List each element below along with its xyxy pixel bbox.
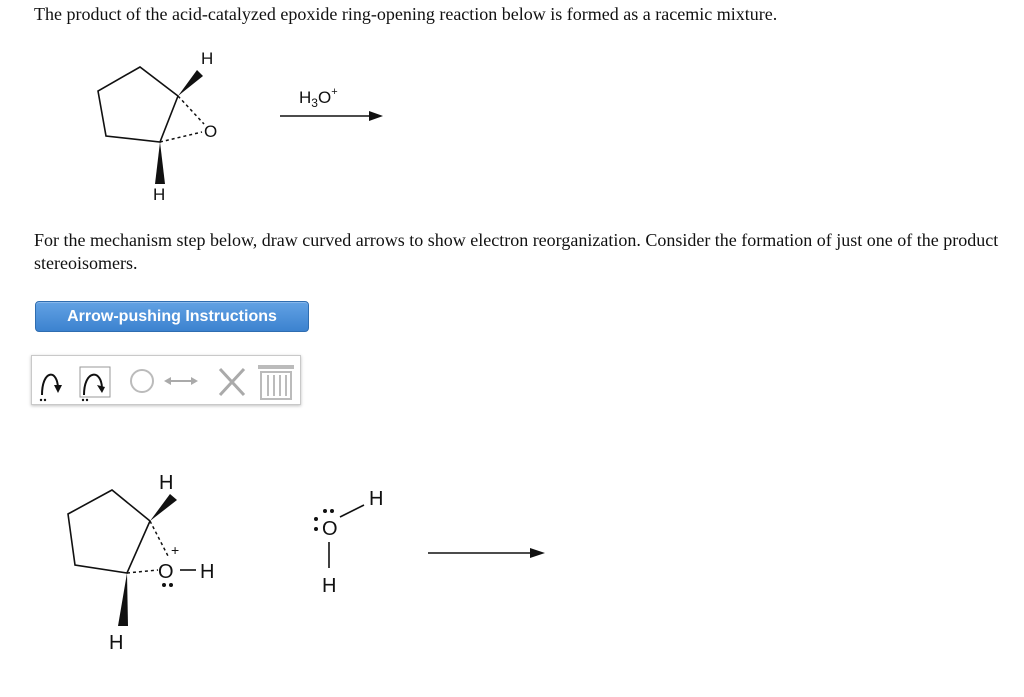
cyclopentane-ring — [68, 490, 150, 573]
o-h-bond — [340, 505, 364, 517]
epoxide-reaction-scheme — [80, 40, 410, 210]
epoxide-bond-dashed — [160, 132, 202, 142]
cyclopentane-ring — [98, 67, 178, 142]
lone-pair-dot — [314, 517, 318, 521]
single-electron-arrow-tool[interactable] — [78, 359, 122, 403]
lone-pair-dot — [162, 583, 166, 587]
hydrogen-atom: H — [201, 49, 214, 68]
epoxide-bond-dashed — [150, 521, 168, 556]
trash-tool[interactable] — [254, 359, 298, 403]
electron-pair-arrow-icon — [36, 359, 80, 403]
reaction-arrowhead — [530, 548, 545, 558]
mechanism-canvas[interactable] — [20, 460, 580, 660]
oxygen-atom: O — [322, 518, 338, 540]
epoxide-bond-dashed — [127, 570, 158, 573]
wedge-bond-top — [178, 70, 203, 96]
epoxide-bond-dashed — [178, 96, 204, 124]
reaction-arrowhead — [369, 111, 383, 121]
reagent-label: $H_3O^+$ — [299, 86, 338, 110]
mechanism-step-text: For the mechanism step below, draw curved arrows to show electron reorganization. Consider the formation of just one of the product stereoisomers. — [34, 230, 999, 273]
lone-pair-dot — [314, 527, 318, 531]
hydrogen-atom: H — [200, 561, 215, 583]
single-electron-arrow-icon — [78, 359, 122, 403]
close-icon — [212, 359, 256, 403]
arrow-toolbar — [31, 355, 301, 405]
remove-tool[interactable] — [212, 359, 256, 403]
hydrogen-atom: H — [369, 488, 384, 510]
hydrogen-atom: H — [153, 185, 166, 204]
resonance-arrow-tool[interactable] — [160, 359, 204, 403]
arrow-pushing-instructions-button[interactable]: Arrow-pushing Instructions — [35, 301, 309, 332]
hydrogen-atom: H — [322, 575, 337, 597]
wedge-bond-top — [150, 494, 177, 521]
resonance-arrow-icon — [160, 359, 204, 403]
wedge-bond-bottom — [118, 573, 128, 626]
trash-icon — [254, 359, 298, 403]
positive-charge: + — [171, 542, 180, 558]
wedge-bond-bottom — [155, 142, 165, 184]
lone-pair-dot — [323, 509, 327, 513]
hydrogen-atom: H — [159, 472, 174, 494]
intro-text: The product of the acid-catalyzed epoxide ring-opening reaction below is formed as a racemic mixture. — [34, 4, 778, 24]
oxygen-atom: O — [204, 122, 218, 141]
lone-pair-dot — [330, 509, 334, 513]
lone-pair-dot — [169, 583, 173, 587]
oxygen-atom: O — [158, 561, 174, 583]
electron-pair-arrow-tool[interactable] — [36, 359, 80, 403]
hydrogen-atom: H — [109, 632, 124, 654]
